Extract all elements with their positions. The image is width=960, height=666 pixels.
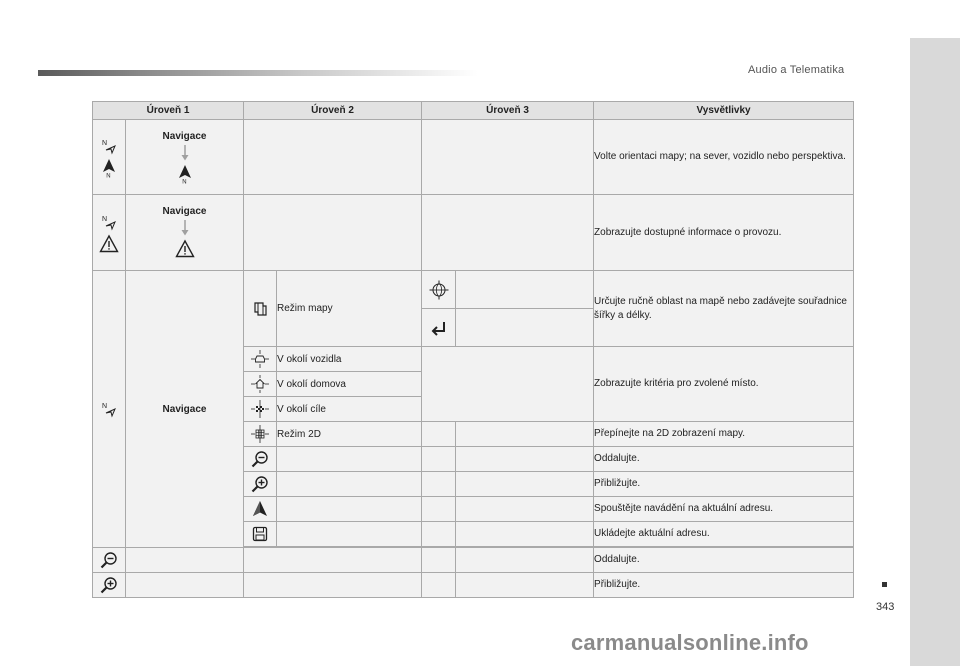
page-number: 343 [876,601,895,613]
description-cell: Zobrazujte kritéria pro zvolené místo. [594,347,854,422]
page-marker [882,582,887,587]
globe-crosshair-icon [429,280,449,300]
level1-label-cell [126,271,244,548]
description-cell: Oddalujte. [594,548,854,573]
level3-empty [422,120,594,195]
level3-text-cell [456,447,594,472]
table-header-row [93,102,854,120]
table-row [93,195,854,271]
description-cell: Přibližujte. [594,573,854,598]
level3-icon-cell [422,271,456,309]
header-explanations: Vysvětlivky [594,102,854,120]
level3-text-cell [456,522,594,547]
level1-cell [93,573,126,598]
arrow-down-icon [181,145,189,161]
level3-text-cell [456,573,594,598]
warning-triangle-icon [175,239,195,259]
level3-icon-cell [422,447,456,472]
level3-text-cell [456,497,594,522]
level2-empty [244,195,422,271]
level1-label: Navigace [162,403,207,415]
level3-icon-cell [422,422,456,447]
zoom-in-icon [99,575,119,595]
guidance-arrow-icon [250,499,270,519]
level3-icon-cell [422,548,456,573]
level2-text-cell [277,447,422,472]
vehicle-target-icon [250,349,270,369]
level2-icon-cell [244,397,277,422]
level3-icon-cell [422,497,456,522]
level2-cell [126,195,244,271]
navigation-arrow-icon [99,399,119,419]
header-level-2: Úroveň 2 [244,102,422,120]
level2-icon-cell [244,522,277,547]
level2-text-cell [277,472,422,497]
zoom-out-icon [250,449,270,469]
header-level-1: Úroveň 1 [93,102,244,120]
description-cell: Volte orientaci mapy; na sever, vozidlo nebo perspektiva. [594,120,854,195]
north-pointer-icon [99,158,119,178]
level3-text-cell [456,271,594,309]
description-cell: Ukládejte aktuální adresu. [594,522,854,547]
description-cell: Přibližujte. [594,472,854,497]
arrow-down-icon [181,220,189,236]
level2-label: Navigace [162,206,207,217]
level3-empty [422,195,594,271]
level1-cell [93,271,126,548]
level2-text-cell: V okolí domova [277,372,422,397]
navigation-arrow-icon [99,212,119,232]
level1-cell [93,195,126,271]
level3-text-cell [456,548,594,573]
level2-cell [126,120,244,195]
level3-text-cell [456,472,594,497]
watermark: carmanualsonline.info [571,630,809,655]
table-row [93,120,854,195]
zoom-out-icon [99,550,119,570]
level1-cell [93,548,126,573]
2d-grid-icon [250,424,270,444]
header-gradient-bar [38,70,478,76]
level1-label-cell [126,548,244,573]
level2-text-cell [277,522,422,547]
level2-empty [244,548,422,573]
home-target-icon [250,374,270,394]
level2-icon-cell [244,271,277,347]
level3-icon-cell [422,472,456,497]
level2-icon-cell [244,347,277,372]
description-cell: Určujte ručně oblast na mapě nebo zadávejte souřadnice šířky a délky. [594,271,854,347]
warning-triangle-icon [99,234,119,254]
description-cell: Spouštějte navádění na aktuální adresu. [594,497,854,522]
level2-text-cell: V okolí cíle [277,397,422,422]
description-cell: Zobrazujte dostupné informace o provozu. [594,195,854,271]
level3-icon-cell [422,309,456,347]
level1-cell [93,120,126,195]
level2-empty [244,573,422,598]
level2-text-cell: Režim 2D [277,422,422,447]
level3-empty [422,347,594,422]
level2-text-cell: Režim mapy [277,271,422,347]
level1-label-cell [126,573,244,598]
header-level-3: Úroveň 3 [422,102,594,120]
table-row [93,271,854,309]
zoom-in-icon [250,474,270,494]
level2-icon-cell [244,422,277,447]
north-pointer-icon [175,164,195,184]
level3-text-cell [456,422,594,447]
level2-icon-cell [244,372,277,397]
enter-return-icon [429,318,449,338]
description-cell: Oddalujte. [594,447,854,472]
save-floppy-icon [250,524,270,544]
side-tab-strip [910,38,960,666]
level2-icon-cell [244,497,277,522]
navigation-arrow-icon [99,136,119,156]
level2-empty [244,120,422,195]
destination-flag-icon [250,399,270,419]
level2-text-cell [277,497,422,522]
map-mode-icon [250,299,270,319]
level3-icon-cell [422,573,456,598]
menu-table [92,101,854,598]
level3-text-cell [456,309,594,347]
level2-icon-cell [244,447,277,472]
section-title: Audio a Telematika [748,64,845,76]
description-cell: Přepínejte na 2D zobrazení mapy. [594,422,854,447]
table-row [93,573,854,598]
table-row [93,548,854,573]
level2-label: Navigace [162,130,207,142]
level2-text-cell: V okolí vozidla [277,347,422,372]
level3-icon-cell [422,522,456,547]
level2-icon-cell [244,472,277,497]
